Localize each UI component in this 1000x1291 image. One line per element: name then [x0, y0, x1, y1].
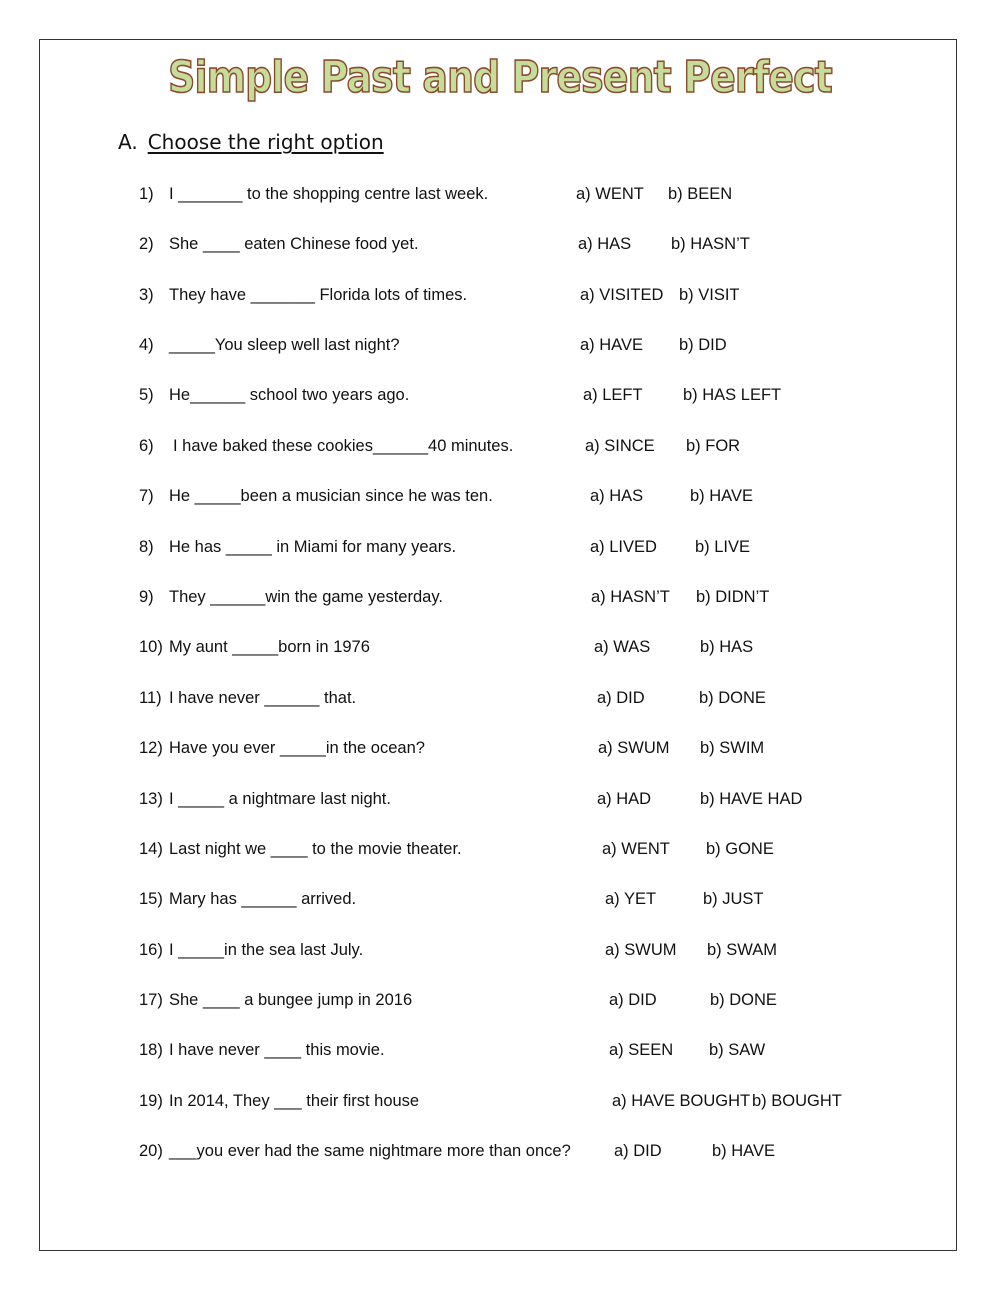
- option-a[interactable]: a) HAVE BOUGHT: [612, 1092, 751, 1110]
- question-18: [0, 1041, 1000, 1065]
- option-a[interactable]: a) YET: [605, 890, 657, 908]
- question-12: [0, 739, 1000, 763]
- question-text: Have you ever _____in the ocean?: [169, 739, 425, 757]
- question-number: 13): [139, 790, 163, 808]
- question-15: [0, 890, 1000, 914]
- option-b[interactable]: b) HAVE: [690, 487, 753, 505]
- question-6: [0, 437, 1000, 461]
- question-text: I have never ______ that.: [169, 689, 357, 707]
- question-9: [0, 588, 1000, 612]
- option-a[interactable]: a) HAS: [590, 487, 644, 505]
- question-number: 15): [139, 890, 163, 908]
- question-number: 17): [139, 991, 163, 1009]
- question-text: She ____ eaten Chinese food yet.: [169, 235, 419, 253]
- question-number: 18): [139, 1041, 163, 1059]
- question-number: 2): [139, 235, 154, 253]
- question-text: I have never ____ this movie.: [169, 1041, 385, 1059]
- question-number: 9): [139, 588, 154, 606]
- question-3: [0, 286, 1000, 310]
- question-text: In 2014, They ___ their first house: [169, 1092, 420, 1110]
- question-number: 8): [139, 538, 154, 556]
- question-17: [0, 991, 1000, 1015]
- option-b[interactable]: b) FOR: [686, 437, 741, 455]
- option-a[interactable]: a) LIVED: [590, 538, 657, 556]
- option-b[interactable]: b) GONE: [706, 840, 774, 858]
- worksheet-title: Simple Past and Present Perfect: [168, 52, 832, 103]
- option-b[interactable]: b) SAW: [709, 1041, 766, 1059]
- question-text: I _______ to the shopping centre last week.: [169, 185, 489, 203]
- question-8: [0, 538, 1000, 562]
- option-b[interactable]: b) HASN’T: [671, 235, 750, 253]
- option-b[interactable]: b) JUST: [703, 890, 764, 908]
- option-a[interactable]: a) HASN’T: [591, 588, 670, 606]
- question-text: I _____ a nightmare last night.: [169, 790, 391, 808]
- option-b[interactable]: b) SWAM: [707, 941, 777, 959]
- question-text: I _____in the sea last July.: [169, 941, 364, 959]
- question-2: [0, 235, 1000, 259]
- question-number: 10): [139, 638, 163, 656]
- option-a[interactable]: a) SEEN: [609, 1041, 674, 1059]
- option-a[interactable]: a) WENT: [602, 840, 670, 858]
- question-5: [0, 386, 1000, 410]
- option-a[interactable]: a) DID: [614, 1142, 662, 1160]
- section-heading: [118, 130, 384, 154]
- question-text: _____You sleep well last night?: [169, 336, 400, 354]
- option-b[interactable]: b) BOUGHT: [752, 1092, 842, 1110]
- option-b[interactable]: b) BEEN: [668, 185, 733, 203]
- question-number: 7): [139, 487, 154, 505]
- option-b[interactable]: b) DONE: [710, 991, 777, 1009]
- option-b[interactable]: b) LIVE: [695, 538, 751, 556]
- question-20: [0, 1142, 1000, 1166]
- option-a[interactable]: a) HAD: [597, 790, 652, 808]
- option-a[interactable]: a) HAS: [578, 235, 632, 253]
- option-b[interactable]: b) VISIT: [679, 286, 740, 304]
- option-a[interactable]: a) SWUM: [598, 739, 670, 757]
- option-a[interactable]: a) DID: [609, 991, 657, 1009]
- option-a[interactable]: a) HAVE: [580, 336, 643, 354]
- question-10: [0, 638, 1000, 662]
- question-text: They ______win the game yesterday.: [169, 588, 443, 606]
- question-7: [0, 487, 1000, 511]
- question-number: 6): [139, 437, 154, 455]
- question-text: Mary has ______ arrived.: [169, 890, 357, 908]
- question-number: 1): [139, 185, 154, 203]
- option-a[interactable]: a) VISITED: [580, 286, 664, 304]
- question-16: [0, 941, 1000, 965]
- section-heading-text: Choose the right option: [147, 130, 384, 154]
- option-b[interactable]: b) HAVE: [712, 1142, 775, 1160]
- option-a[interactable]: a) SWUM: [605, 941, 677, 959]
- question-text: He _____been a musician since he was ten.: [169, 487, 493, 505]
- option-a[interactable]: a) WAS: [594, 638, 651, 656]
- question-13: [0, 790, 1000, 814]
- option-b[interactable]: b) HAS LEFT: [683, 386, 782, 404]
- question-text: Last night we ____ to the movie theater.: [169, 840, 462, 858]
- question-text: ___you ever had the same nightmare more than once?: [169, 1142, 571, 1160]
- question-text: He______ school two years ago.: [169, 386, 410, 404]
- question-number: 16): [139, 941, 163, 959]
- option-b[interactable]: b) DIDN’T: [696, 588, 770, 606]
- question-1: [0, 185, 1000, 209]
- section-letter: A.: [118, 130, 138, 154]
- question-text: He has _____ in Miami for many years.: [169, 538, 457, 556]
- question-19: [0, 1092, 1000, 1116]
- question-text: They have _______ Florida lots of times.: [169, 286, 468, 304]
- question-number: 11): [139, 689, 162, 707]
- question-text: She ____ a bungee jump in 2016: [169, 991, 413, 1009]
- question-number: 12): [139, 739, 163, 757]
- option-b[interactable]: b) DID: [679, 336, 727, 354]
- question-11: [0, 689, 1000, 713]
- question-number: 3): [139, 286, 154, 304]
- question-14: [0, 840, 1000, 864]
- question-4: [0, 336, 1000, 360]
- question-text: I have baked these cookies______40 minutes.: [173, 437, 514, 455]
- option-b[interactable]: b) HAS: [700, 638, 754, 656]
- option-a[interactable]: a) SINCE: [585, 437, 655, 455]
- question-number: 20): [139, 1142, 163, 1160]
- option-a[interactable]: a) WENT: [576, 185, 644, 203]
- question-number: 19): [139, 1092, 163, 1110]
- option-b[interactable]: b) HAVE HAD: [700, 790, 803, 808]
- option-a[interactable]: a) LEFT: [583, 386, 643, 404]
- question-number: 14): [139, 840, 163, 858]
- option-a[interactable]: a) DID: [597, 689, 645, 707]
- option-b[interactable]: b) DONE: [699, 689, 766, 707]
- option-b[interactable]: b) SWIM: [700, 739, 765, 757]
- question-number: 5): [139, 386, 154, 404]
- question-number: 4): [139, 336, 154, 354]
- question-text: My aunt _____born in 1976: [169, 638, 370, 656]
